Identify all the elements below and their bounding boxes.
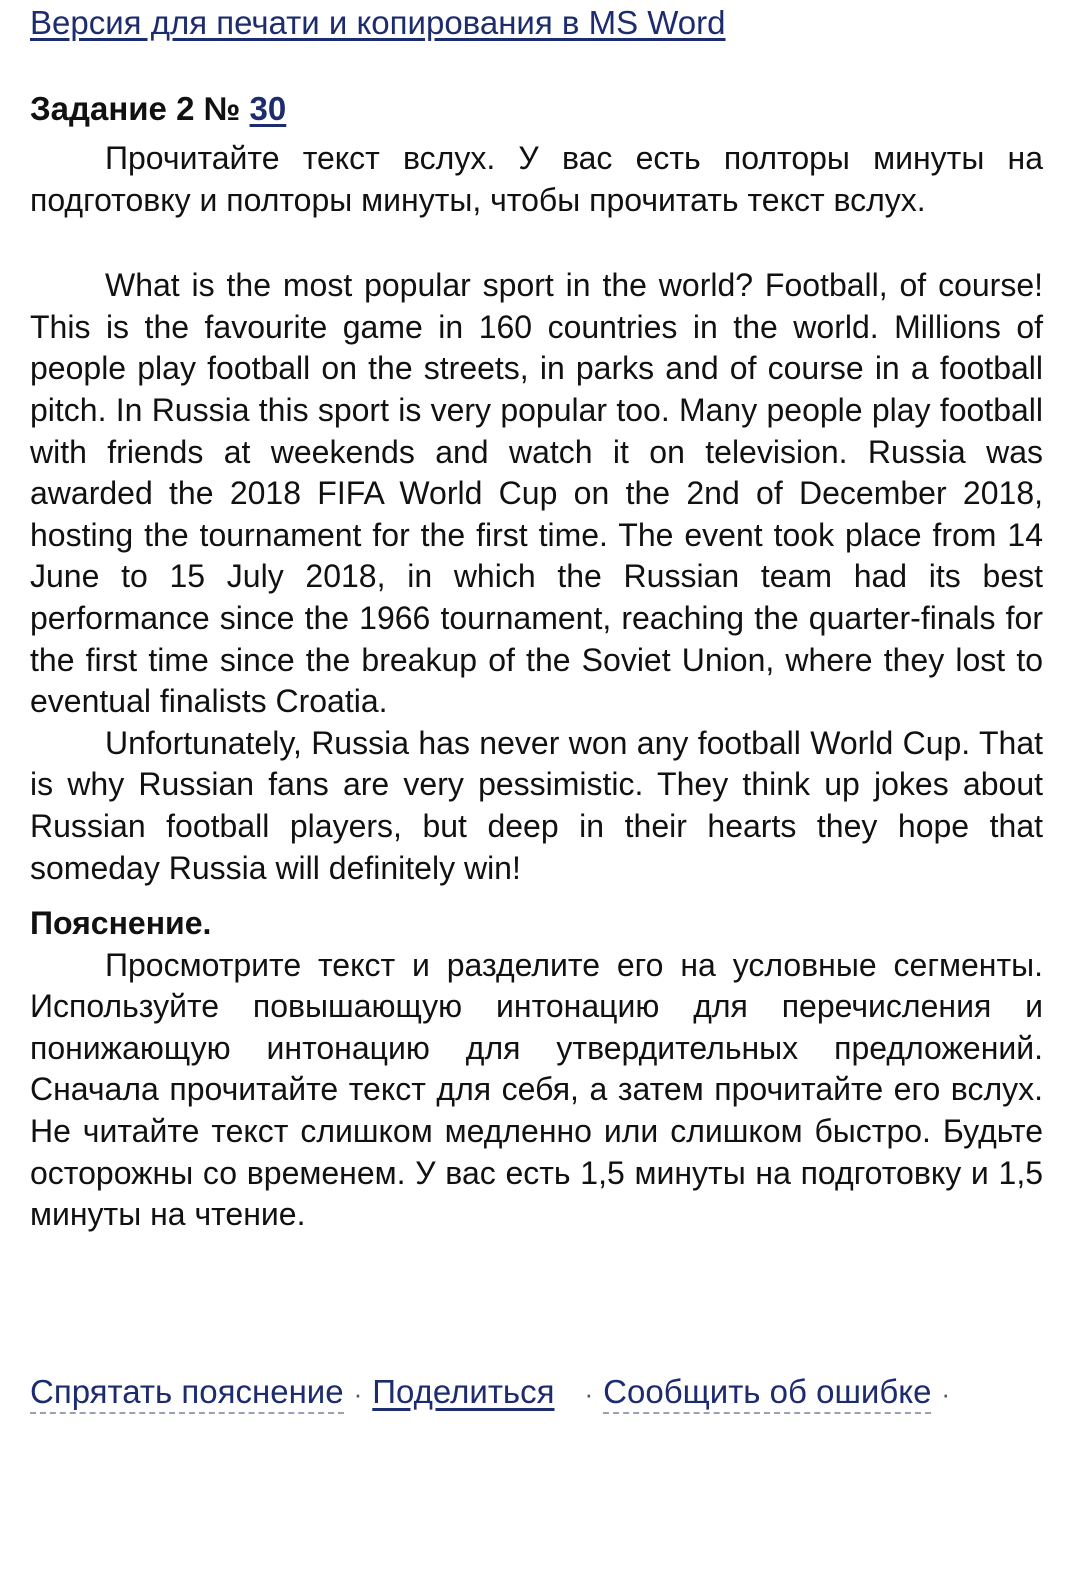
task-number-link[interactable]: 30 — [249, 90, 287, 127]
footer-actions — [30, 1370, 960, 1416]
print-version-link[interactable]: Версия для печати и копирования в MS Word — [30, 4, 726, 41]
task-title-prefix: Задание 2 № — [30, 90, 250, 127]
task-page — [30, 0, 1043, 1236]
reading-text-paragraph-2: Unfortunately, Russia has never won any football World Cup. That is why Russian fans are very pessimistic. They think up jokes about Russian football players, but deep in their hearts they hope that someday Russia will definitely win! — [30, 724, 1043, 886]
task-instruction: Прочитайте текст вслух. У вас есть полторы минуты на подготовку и полторы минуты, чтобы прочитать текст вслух. — [30, 140, 1043, 218]
explanation-text: Просмотрите текст и разделите его на условные сегменты. Используйте повышающую интонацию для перечисления и понижающую интонацию для утвердительных предложений. Сначала прочитайте текст для себя, а затем прочитайте его вслух. Не читайте текст слишком медленно или слишком быстро. Будьте осторожны со временем. У вас есть 1,5 минуты на подготовку и 1,5 минуты на чтение. — [30, 946, 1043, 1233]
task-title — [30, 88, 1043, 130]
share-link[interactable]: Поделиться — [372, 1373, 555, 1410]
footer-separator: · — [941, 1379, 951, 1409]
hide-explanation-link[interactable]: Спрятать пояснение — [30, 1373, 344, 1414]
footer-separator: · — [584, 1379, 594, 1409]
report-error-link[interactable]: Сообщить об ошибке — [603, 1373, 931, 1414]
reading-text-paragraph-1: What is the most popular sport in the world? Football, of course! This is the favourite game in 160 countries in the world. Millions of people play football on the streets, in parks and of course in a football pitch. In Russia this sport is very popular too. Many people play football with friends at weekends and watch it on television. Russia was awarded the 2018 FIFA World Cup on the 2nd of December 2018, hosting the tournament for the first time. The event took place from 14 June to 15 July 2018, in which the Russian team had its best performance since the 1966 tournament, reaching the quarter-finals for the first time since the breakup of the Soviet Union, where they lost to eventual finalists Croatia. — [30, 267, 1043, 720]
explanation-heading: Пояснение. — [30, 905, 212, 942]
footer-separator: · — [353, 1379, 363, 1409]
